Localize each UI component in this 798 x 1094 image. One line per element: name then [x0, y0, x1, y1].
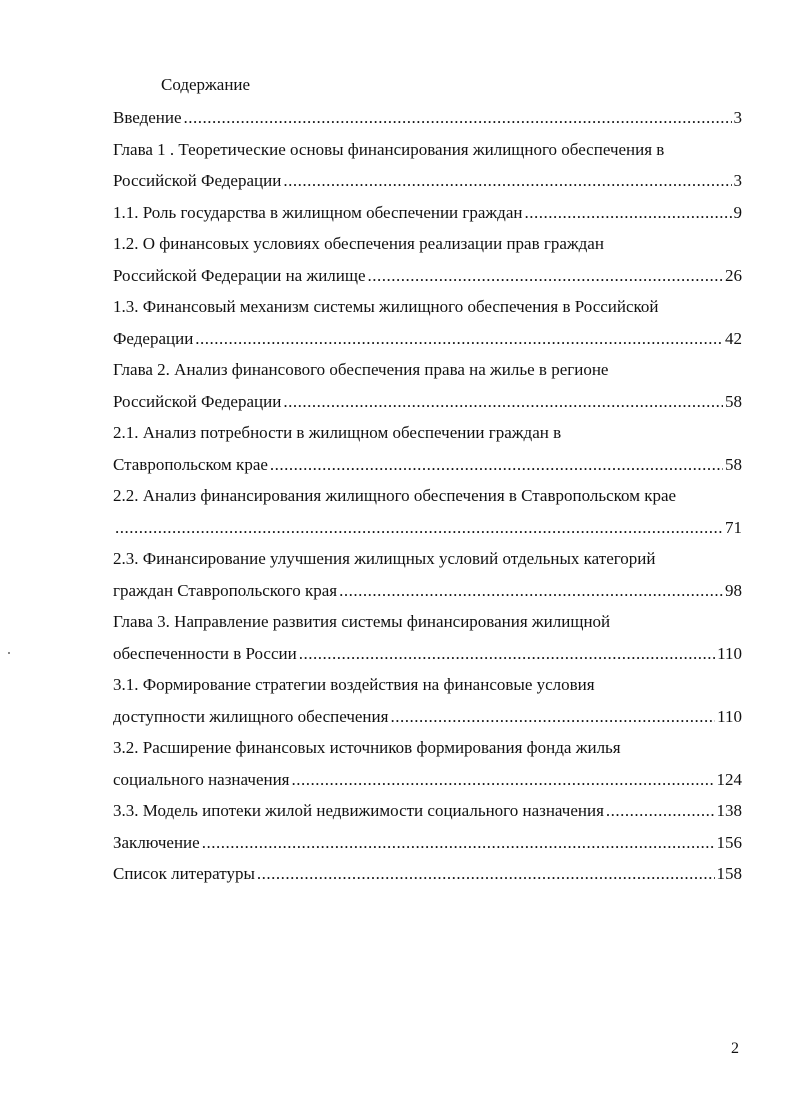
toc-entry-page: 98 — [725, 580, 742, 600]
toc-leader-dots — [339, 575, 723, 607]
page-number: 2 — [731, 1040, 739, 1057]
toc-entry-text-first: Глава 3. Направление развития системы финансирования жилищной — [113, 612, 611, 631]
toc-entry-page: 158 — [716, 864, 742, 883]
toc-entry-heading-line — [113, 732, 742, 764]
toc-entry-heading-line — [113, 228, 742, 260]
toc-entry-heading-line — [113, 134, 742, 166]
toc-entry — [113, 827, 742, 859]
toc-leader-dots — [524, 197, 731, 229]
toc-entry-page: 71 — [725, 517, 742, 537]
toc-entry-page: 156 — [716, 832, 742, 852]
toc-entry-text: Российской Федерации — [113, 391, 282, 411]
toc-entry-text: Российской Федерации — [113, 171, 282, 190]
toc-entry — [113, 197, 742, 229]
toc-entry-text-first: 2.1. Анализ потребности в жилищном обеспечении граждан в — [113, 423, 562, 442]
table-of-contents — [113, 102, 742, 890]
toc-entry-text: доступности жилищного обеспечения — [113, 706, 389, 726]
toc-leader-dots — [195, 323, 723, 355]
toc-entry — [113, 260, 742, 292]
scan-speck — [8, 652, 10, 654]
toc-entry — [113, 165, 742, 197]
toc-entry — [113, 764, 742, 796]
toc-leader-dots — [292, 764, 715, 796]
toc-entry-heading-line — [113, 669, 742, 701]
toc-entry — [113, 449, 742, 481]
toc-entry-page: 110 — [717, 706, 742, 726]
toc-entry — [113, 575, 742, 607]
toc-leader-dots — [368, 260, 723, 292]
toc-entry-text: граждан Ставропольского края — [113, 580, 338, 600]
toc-entry-text-first: 2.2. Анализ финансирования жилищного обеспечения в Ставропольском крае — [113, 486, 677, 505]
toc-entry-text-first: 1.2. О финансовых условиях обеспечения реализации прав граждан — [113, 234, 604, 253]
toc-leader-dots — [299, 638, 715, 670]
toc-entry-text: Ставропольском крае — [113, 454, 268, 474]
toc-entry — [113, 701, 742, 733]
toc-entry-text: обеспеченности в России — [113, 643, 297, 663]
toc-entry-text: социального назначения — [113, 769, 290, 789]
toc-entry-text: Федерации — [113, 328, 194, 348]
toc-entry-text: Список литературы — [113, 864, 255, 883]
toc-entry — [113, 638, 742, 670]
toc-entry-page: 110 — [717, 643, 742, 663]
toc-leader-dots — [257, 858, 715, 890]
toc-leader-dots — [390, 701, 715, 733]
toc-entry-text: Введение — [113, 108, 182, 127]
toc-entry-text: Заключение — [113, 832, 200, 852]
toc-entry-page: 42 — [725, 328, 742, 348]
toc-leader-dots — [283, 165, 731, 197]
toc-entry-text-first: 3.2. Расширение финансовых источников формирования фонда жилья — [113, 738, 621, 757]
toc-entry-page: 3 — [733, 108, 742, 127]
toc-entry-page: 138 — [716, 801, 742, 820]
toc-entry — [113, 512, 742, 544]
toc-entry-page: 26 — [725, 265, 742, 285]
toc-leader-dots — [202, 827, 715, 859]
toc-entry-text-first: 2.3. Финансирование улучшения жилищных условий отдельных категорий — [113, 549, 656, 568]
toc-entry-text-first: 3.1. Формирование стратегии воздействия на финансовые условия — [113, 675, 595, 694]
toc-entry-text-first: Глава 1 . Теоретические основы финансирования жилищного обеспечения в — [113, 139, 665, 159]
page-title: Содержание — [161, 75, 251, 94]
toc-entry-text: 3.3. Модель ипотеки жилой недвижимости социального назначения — [113, 801, 604, 820]
toc-entry-page: 124 — [716, 769, 742, 789]
toc-entry-text: Российской Федерации на жилище — [113, 265, 366, 285]
toc-leader-dots — [184, 102, 732, 134]
toc-entry-page: 58 — [725, 454, 742, 474]
toc-leader-dots — [606, 795, 715, 827]
toc-entry — [113, 858, 742, 890]
toc-entry — [113, 102, 742, 134]
toc-entry-heading-line — [113, 417, 742, 449]
toc-leader-dots — [270, 449, 723, 481]
toc-entry-page: 58 — [725, 391, 742, 411]
toc-entry-heading-line — [113, 291, 742, 323]
toc-entry-heading-line — [113, 543, 742, 575]
toc-entry-text-first: Глава 2. Анализ финансового обеспечения права на жилье в регионе — [113, 360, 609, 379]
toc-entry-heading-line — [113, 480, 742, 512]
toc-leader-dots — [115, 512, 723, 544]
toc-entry-page: 3 — [733, 171, 742, 190]
toc-entry-heading-line — [113, 606, 742, 638]
toc-entry — [113, 323, 742, 355]
toc-entry — [113, 795, 742, 827]
toc-entry-heading-line — [113, 354, 742, 386]
toc-leader-dots — [283, 386, 723, 418]
toc-entry-text-first: 1.3. Финансовый механизм системы жилищного обеспечения в Российской — [113, 297, 659, 316]
toc-entry-page: 9 — [733, 202, 742, 222]
toc-entry — [113, 386, 742, 418]
toc-entry-text: 1.1. Роль государства в жилищном обеспечении граждан — [113, 202, 523, 222]
